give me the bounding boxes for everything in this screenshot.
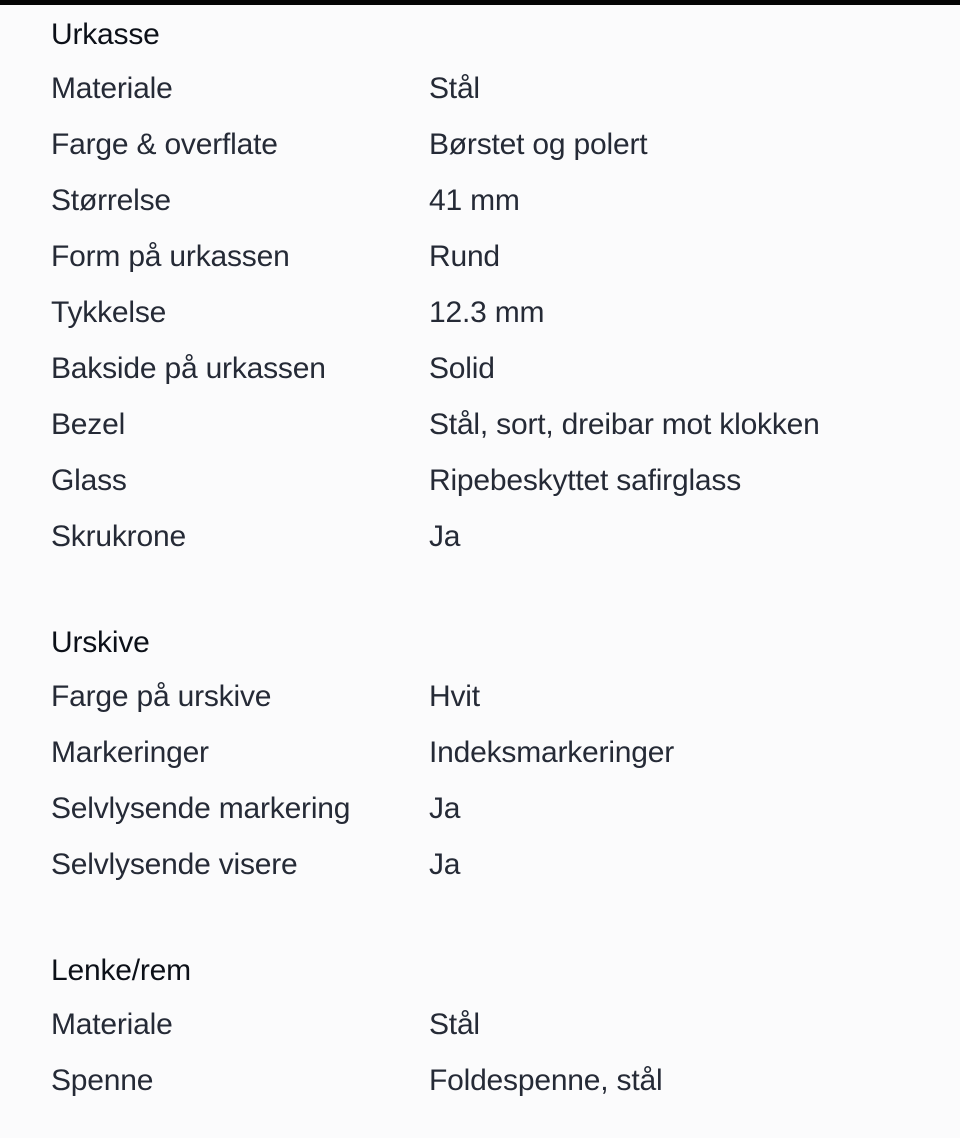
spec-value: 41 mm xyxy=(429,184,520,217)
spec-value: Foldespenne, stål xyxy=(429,1064,663,1097)
spec-label: Form på urkassen xyxy=(51,240,290,273)
spec-label: Farge på urskive xyxy=(51,680,272,713)
spec-row xyxy=(51,1053,931,1109)
spec-label: Selvlysende visere xyxy=(51,848,298,881)
spec-value: Ja xyxy=(429,792,461,825)
spec-value: Indeksmarkeringer xyxy=(429,736,675,769)
spec-row xyxy=(51,117,931,173)
spec-label: Materiale xyxy=(51,1008,173,1041)
spec-value: Ja xyxy=(429,520,461,553)
section-title: Lenke/rem xyxy=(51,954,191,987)
spec-row xyxy=(51,173,931,229)
section-lenke-rem xyxy=(51,949,931,1109)
spec-label: Markeringer xyxy=(51,736,209,769)
top-bar xyxy=(0,0,960,5)
spec-row xyxy=(51,229,931,285)
spec-row xyxy=(51,453,931,509)
spec-label: Bezel xyxy=(51,408,126,441)
spec-value: Ja xyxy=(429,848,461,881)
section-title: Urkasse xyxy=(51,18,160,51)
spec-label: Størrelse xyxy=(51,184,171,217)
spec-label: Glass xyxy=(51,464,127,497)
spec-row xyxy=(51,669,931,725)
spec-row xyxy=(51,781,931,837)
spec-row xyxy=(51,997,931,1053)
spec-label: Selvlysende markering xyxy=(51,792,351,825)
spec-label: Materiale xyxy=(51,72,173,105)
spec-row xyxy=(51,725,931,781)
spec-row xyxy=(51,341,931,397)
spec-value: Stål, sort, dreibar mot klokken xyxy=(429,408,820,441)
spec-value: Børstet og polert xyxy=(429,128,648,161)
section-urkasse xyxy=(51,13,931,565)
spec-value: Hvit xyxy=(429,680,480,713)
spec-value: Solid xyxy=(429,352,495,385)
spec-row xyxy=(51,397,931,453)
spec-sheet xyxy=(51,13,931,1109)
spec-value: Ripebeskyttet safirglass xyxy=(429,464,742,497)
spec-value: Stål xyxy=(429,1008,480,1041)
spec-label: Farge & overflate xyxy=(51,128,278,161)
spec-row xyxy=(51,509,931,565)
spec-label: Bakside på urkassen xyxy=(51,352,326,385)
section-urskive xyxy=(51,621,931,893)
spec-label: Spenne xyxy=(51,1064,154,1097)
spec-label: Skrukrone xyxy=(51,520,186,553)
spec-row xyxy=(51,837,931,893)
spec-value: 12.3 mm xyxy=(429,296,545,329)
spec-row xyxy=(51,61,931,117)
spec-label: Tykkelse xyxy=(51,296,167,329)
spec-value: Stål xyxy=(429,72,480,105)
spec-value: Rund xyxy=(429,240,500,273)
section-title: Urskive xyxy=(51,626,150,659)
spec-row xyxy=(51,285,931,341)
